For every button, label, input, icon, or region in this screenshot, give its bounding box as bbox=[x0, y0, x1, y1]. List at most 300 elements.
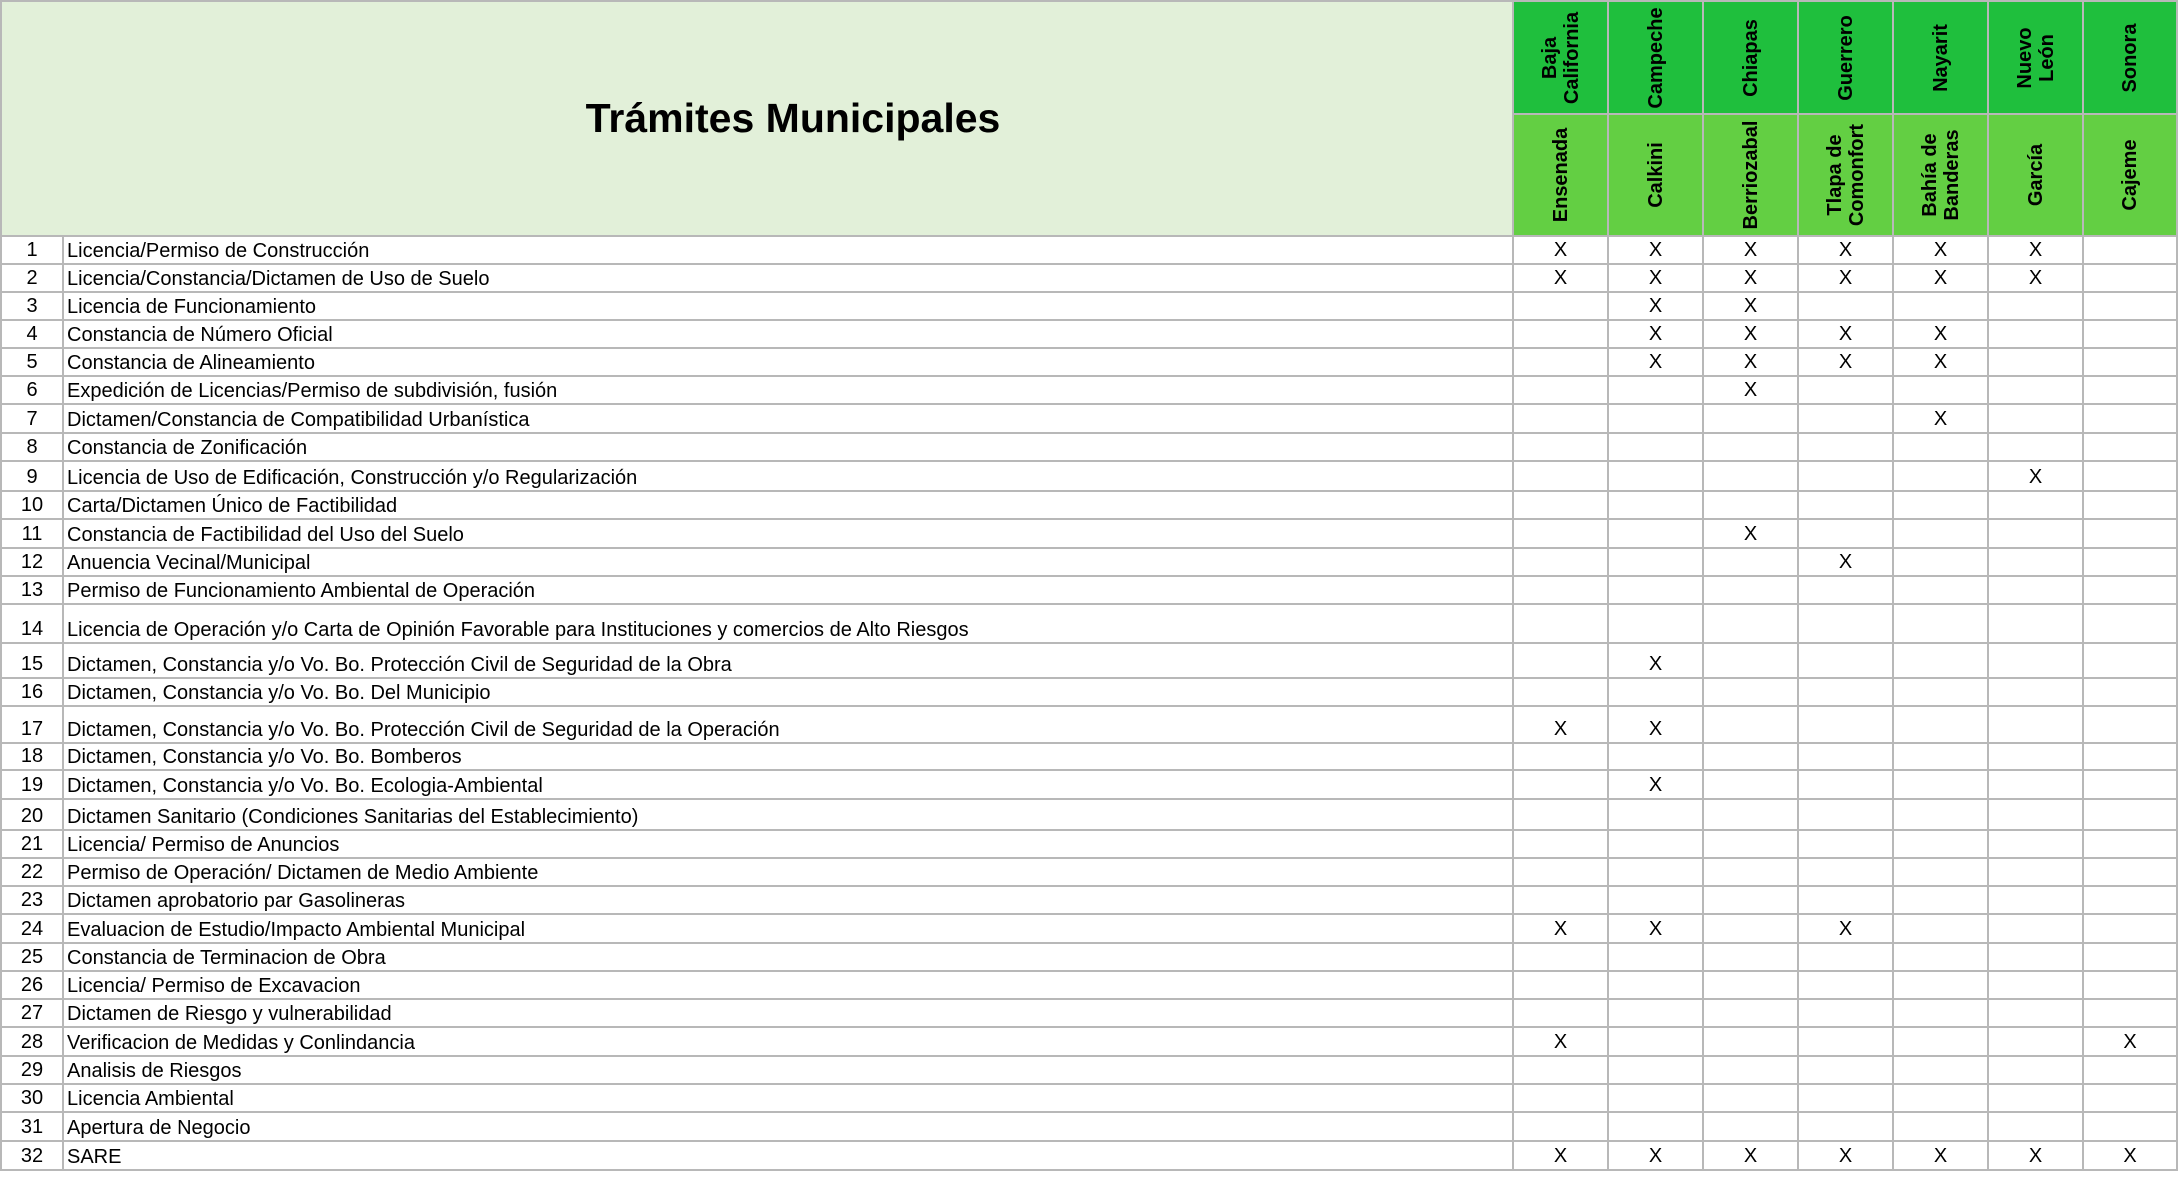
municipality-header-line: Ensenada bbox=[1549, 127, 1572, 223]
mark-cell bbox=[2084, 434, 2178, 462]
mark-cell bbox=[1704, 972, 1799, 1000]
mark-cell bbox=[1704, 771, 1799, 800]
row-number-cell: 17 bbox=[0, 707, 64, 744]
mark-cell bbox=[1799, 293, 1894, 321]
mark-cell bbox=[1514, 831, 1609, 859]
mark-cell bbox=[2084, 520, 2178, 549]
row-number-cell: 2 bbox=[0, 265, 64, 293]
mark-cell bbox=[1704, 405, 1799, 434]
mark-cell bbox=[1894, 859, 1989, 887]
procedure-name-cell: Dictamen Sanitario (Condiciones Sanitarias del Establecimiento) bbox=[64, 800, 1514, 831]
mark-cell bbox=[1989, 492, 2084, 520]
mark-cell bbox=[1514, 321, 1609, 349]
mark-cell: X bbox=[1799, 549, 1894, 577]
mark-cell bbox=[1799, 1085, 1894, 1113]
mark-cell bbox=[1894, 1113, 1989, 1142]
mark-cell bbox=[2084, 644, 2178, 679]
state-header-label bbox=[1740, 19, 1762, 97]
mark-cell bbox=[1609, 944, 1704, 972]
table-title: Trámites Municipales bbox=[585, 95, 1001, 141]
procedure-name-cell: Constancia de Terminacion de Obra bbox=[64, 944, 1514, 972]
mark-cell bbox=[1989, 1000, 2084, 1028]
mark-cell bbox=[1609, 377, 1704, 405]
mark-cell: X bbox=[1704, 349, 1799, 377]
mark-cell bbox=[2084, 1000, 2178, 1028]
municipality-header-label bbox=[2025, 144, 2047, 206]
mark-cell: X bbox=[1989, 462, 2084, 492]
mark-cell bbox=[2084, 771, 2178, 800]
mark-cell bbox=[1514, 605, 1609, 644]
row-number-cell: 6 bbox=[0, 377, 64, 405]
mark-cell bbox=[2084, 265, 2178, 293]
mark-cell bbox=[1609, 887, 1704, 915]
municipality-header-line: Banderas bbox=[1940, 129, 1963, 221]
mark-cell bbox=[1609, 859, 1704, 887]
mark-cell bbox=[1609, 1057, 1704, 1085]
state-header-line: Nuevo bbox=[2013, 26, 2036, 89]
state-header-label bbox=[1539, 11, 1583, 103]
mark-cell bbox=[1609, 679, 1704, 707]
row-number-cell: 28 bbox=[0, 1028, 64, 1057]
municipality-header-cell bbox=[1894, 115, 1989, 237]
procedure-name-cell: Dictamen de Riesgo y vulnerabilidad bbox=[64, 1000, 1514, 1028]
mark-cell bbox=[2084, 605, 2178, 644]
row-number-cell: 13 bbox=[0, 577, 64, 605]
mark-cell bbox=[2084, 1113, 2178, 1142]
mark-cell: X bbox=[1894, 237, 1989, 265]
mark-cell bbox=[1989, 972, 2084, 1000]
procedure-name-cell: Licencia de Funcionamiento bbox=[64, 293, 1514, 321]
mark-cell bbox=[1704, 492, 1799, 520]
mark-cell: X bbox=[1704, 293, 1799, 321]
mark-cell bbox=[1894, 549, 1989, 577]
mark-cell bbox=[1894, 972, 1989, 1000]
mark-cell bbox=[1799, 944, 1894, 972]
state-header-label bbox=[2014, 27, 2058, 88]
state-header-line: Nayarit bbox=[1929, 23, 1952, 92]
mark-cell bbox=[1704, 831, 1799, 859]
procedure-name-cell: Permiso de Funcionamiento Ambiental de Operación bbox=[64, 577, 1514, 605]
mark-cell bbox=[1894, 644, 1989, 679]
mark-cell: X bbox=[1704, 377, 1799, 405]
state-header-line: Campeche bbox=[1644, 6, 1667, 109]
mark-cell: X bbox=[1704, 265, 1799, 293]
municipality-header-cell bbox=[1704, 115, 1799, 237]
procedure-name-cell: Dictamen/Constancia de Compatibilidad Urbanística bbox=[64, 405, 1514, 434]
mark-cell: X bbox=[2084, 1028, 2178, 1057]
municipality-header-cell bbox=[2084, 115, 2178, 237]
mark-cell bbox=[1799, 520, 1894, 549]
procedure-name-cell: Dictamen aprobatorio par Gasolineras bbox=[64, 887, 1514, 915]
mark-cell bbox=[1989, 707, 2084, 744]
mark-cell bbox=[1989, 605, 2084, 644]
mark-cell bbox=[1799, 859, 1894, 887]
mark-cell bbox=[1514, 944, 1609, 972]
row-number-cell: 12 bbox=[0, 549, 64, 577]
mark-cell bbox=[1704, 644, 1799, 679]
municipality-header-label bbox=[1740, 121, 1762, 230]
mark-cell bbox=[1989, 644, 2084, 679]
mark-cell bbox=[1894, 1085, 1989, 1113]
mark-cell bbox=[1514, 887, 1609, 915]
state-header-cell bbox=[1894, 0, 1989, 115]
mark-cell bbox=[1609, 492, 1704, 520]
mark-cell: X bbox=[1609, 915, 1704, 944]
procedure-name-cell: Analisis de Riesgos bbox=[64, 1057, 1514, 1085]
mark-cell bbox=[1894, 800, 1989, 831]
mark-cell bbox=[1894, 434, 1989, 462]
mark-cell bbox=[1989, 1028, 2084, 1057]
mark-cell bbox=[1514, 520, 1609, 549]
mark-cell bbox=[1704, 605, 1799, 644]
mark-cell bbox=[1514, 1113, 1609, 1142]
mark-cell: X bbox=[2084, 1142, 2178, 1171]
mark-cell bbox=[1894, 887, 1989, 915]
procedure-name-cell: Licencia/ Permiso de Excavacion bbox=[64, 972, 1514, 1000]
mark-cell: X bbox=[1609, 349, 1704, 377]
mark-cell bbox=[1799, 405, 1894, 434]
row-number-cell: 16 bbox=[0, 679, 64, 707]
mark-cell bbox=[1799, 800, 1894, 831]
mark-cell: X bbox=[1609, 1142, 1704, 1171]
mark-cell bbox=[1989, 831, 2084, 859]
mark-cell bbox=[1704, 800, 1799, 831]
mark-cell bbox=[1799, 462, 1894, 492]
mark-cell bbox=[1989, 1057, 2084, 1085]
mark-cell bbox=[1799, 1028, 1894, 1057]
mark-cell bbox=[1704, 744, 1799, 771]
municipality-header-label bbox=[1824, 124, 1868, 226]
mark-cell bbox=[1514, 1057, 1609, 1085]
state-header-cell bbox=[1799, 0, 1894, 115]
state-header-cell bbox=[1989, 0, 2084, 115]
mark-cell: X bbox=[1609, 771, 1704, 800]
mark-cell bbox=[1704, 577, 1799, 605]
mark-cell bbox=[1514, 679, 1609, 707]
mark-cell: X bbox=[1799, 321, 1894, 349]
mark-cell bbox=[1704, 859, 1799, 887]
mark-cell bbox=[1894, 944, 1989, 972]
procedure-name-cell: Constancia de Alineamiento bbox=[64, 349, 1514, 377]
mark-cell bbox=[2084, 831, 2178, 859]
state-header-cell bbox=[1514, 0, 1609, 115]
mark-cell bbox=[1514, 434, 1609, 462]
mark-cell bbox=[1514, 293, 1609, 321]
mark-cell bbox=[1609, 520, 1704, 549]
mark-cell: X bbox=[1514, 915, 1609, 944]
mark-cell bbox=[1989, 859, 2084, 887]
municipality-header-line: Calkini bbox=[1644, 142, 1667, 208]
mark-cell bbox=[1989, 1113, 2084, 1142]
row-number-cell: 20 bbox=[0, 800, 64, 831]
mark-cell bbox=[1989, 577, 2084, 605]
mark-cell: X bbox=[1799, 915, 1894, 944]
mark-cell bbox=[1799, 1113, 1894, 1142]
mark-cell: X bbox=[1989, 237, 2084, 265]
state-header-label bbox=[1645, 7, 1667, 108]
mark-cell bbox=[1609, 800, 1704, 831]
row-number-cell: 10 bbox=[0, 492, 64, 520]
mark-cell: X bbox=[1704, 321, 1799, 349]
mark-cell bbox=[1894, 771, 1989, 800]
mark-cell: X bbox=[1894, 265, 1989, 293]
procedure-name-cell: Dictamen, Constancia y/o Vo. Bo. Ecologia-Ambiental bbox=[64, 771, 1514, 800]
mark-cell bbox=[1894, 462, 1989, 492]
mark-cell: X bbox=[1514, 265, 1609, 293]
procedure-name-cell: Constancia de Factibilidad del Uso del Suelo bbox=[64, 520, 1514, 549]
mark-cell bbox=[1894, 377, 1989, 405]
state-header-line: Chiapas bbox=[1739, 18, 1762, 97]
mark-cell bbox=[1989, 377, 2084, 405]
mark-cell bbox=[2084, 744, 2178, 771]
mark-cell bbox=[1609, 577, 1704, 605]
mark-cell bbox=[1704, 1113, 1799, 1142]
mark-cell bbox=[2084, 1057, 2178, 1085]
state-header-cell bbox=[2084, 0, 2178, 115]
mark-cell bbox=[2084, 887, 2178, 915]
mark-cell: X bbox=[1514, 1028, 1609, 1057]
mark-cell bbox=[2084, 1085, 2178, 1113]
mark-cell bbox=[1894, 707, 1989, 744]
mark-cell bbox=[1609, 549, 1704, 577]
mark-cell bbox=[1514, 405, 1609, 434]
state-header-label bbox=[1835, 15, 1857, 101]
mark-cell bbox=[1514, 549, 1609, 577]
municipality-header-label bbox=[1550, 128, 1572, 222]
mark-cell: X bbox=[1609, 321, 1704, 349]
row-number-cell: 3 bbox=[0, 293, 64, 321]
state-header-line: Guerrero bbox=[1834, 14, 1857, 101]
row-number-cell: 27 bbox=[0, 1000, 64, 1028]
procedure-name-cell: Constancia de Zonificación bbox=[64, 434, 1514, 462]
mark-cell: X bbox=[1704, 237, 1799, 265]
municipality-header-label bbox=[1645, 142, 1667, 208]
procedure-name-cell: Dictamen, Constancia y/o Vo. Bo. Protección Civil de Seguridad de la Obra bbox=[64, 644, 1514, 679]
municipality-header-line: Bahía de bbox=[1918, 133, 1941, 217]
state-header-line: León bbox=[2035, 33, 2058, 82]
mark-cell bbox=[1704, 887, 1799, 915]
mark-cell bbox=[2084, 237, 2178, 265]
mark-cell: X bbox=[1704, 520, 1799, 549]
mark-cell: X bbox=[1799, 349, 1894, 377]
mark-cell bbox=[1704, 434, 1799, 462]
row-number-cell: 1 bbox=[0, 237, 64, 265]
mark-cell bbox=[1704, 679, 1799, 707]
procedure-name-cell: Dictamen, Constancia y/o Vo. Bo. Del Municipio bbox=[64, 679, 1514, 707]
mark-cell bbox=[1704, 1057, 1799, 1085]
procedure-name-cell: Evaluacion de Estudio/Impacto Ambiental Municipal bbox=[64, 915, 1514, 944]
mark-cell: X bbox=[1609, 293, 1704, 321]
mark-cell bbox=[1799, 492, 1894, 520]
municipality-header-line: Comonfort bbox=[1845, 123, 1868, 227]
row-number-cell: 9 bbox=[0, 462, 64, 492]
mark-cell bbox=[1989, 321, 2084, 349]
row-number-cell: 7 bbox=[0, 405, 64, 434]
mark-cell: X bbox=[1609, 265, 1704, 293]
mark-cell: X bbox=[1704, 1142, 1799, 1171]
row-number-cell: 22 bbox=[0, 859, 64, 887]
mark-cell bbox=[1514, 462, 1609, 492]
mark-cell bbox=[1514, 377, 1609, 405]
municipality-header-cell bbox=[1514, 115, 1609, 237]
mark-cell bbox=[2084, 293, 2178, 321]
mark-cell: X bbox=[1609, 237, 1704, 265]
mark-cell bbox=[1514, 349, 1609, 377]
mark-cell: X bbox=[1894, 405, 1989, 434]
procedure-name-cell: SARE bbox=[64, 1142, 1514, 1171]
mark-cell bbox=[2084, 800, 2178, 831]
mark-cell bbox=[1989, 520, 2084, 549]
mark-cell bbox=[1894, 1000, 1989, 1028]
mark-cell: X bbox=[1894, 1142, 1989, 1171]
mark-cell: X bbox=[1799, 237, 1894, 265]
mark-cell bbox=[1609, 972, 1704, 1000]
mark-cell bbox=[1704, 707, 1799, 744]
mark-cell bbox=[1704, 915, 1799, 944]
municipality-header-line: Berriozabal bbox=[1739, 120, 1762, 230]
mark-cell bbox=[1989, 744, 2084, 771]
procedure-name-cell: Anuencia Vecinal/Municipal bbox=[64, 549, 1514, 577]
row-number-cell: 24 bbox=[0, 915, 64, 944]
mark-cell bbox=[1799, 1000, 1894, 1028]
mark-cell bbox=[1704, 1000, 1799, 1028]
mark-cell bbox=[1514, 1085, 1609, 1113]
row-number-cell: 14 bbox=[0, 605, 64, 644]
municipality-header-cell bbox=[1799, 115, 1894, 237]
table-title-cell bbox=[0, 0, 1514, 237]
procedure-name-cell: Licencia Ambiental bbox=[64, 1085, 1514, 1113]
procedure-name-cell: Licencia/Constancia/Dictamen de Uso de Suelo bbox=[64, 265, 1514, 293]
mark-cell bbox=[2084, 349, 2178, 377]
mark-cell bbox=[1894, 915, 1989, 944]
state-header-line: Sonora bbox=[2119, 23, 2141, 92]
mark-cell bbox=[1514, 492, 1609, 520]
mark-cell: X bbox=[1799, 265, 1894, 293]
mark-cell bbox=[2084, 577, 2178, 605]
mark-cell bbox=[2084, 859, 2178, 887]
mark-cell bbox=[1799, 644, 1894, 679]
mark-cell bbox=[1609, 744, 1704, 771]
mark-cell bbox=[1989, 349, 2084, 377]
procedure-name-cell: Constancia de Número Oficial bbox=[64, 321, 1514, 349]
mark-cell bbox=[1989, 887, 2084, 915]
mark-cell bbox=[1894, 577, 1989, 605]
mark-cell bbox=[1609, 434, 1704, 462]
row-number-cell: 8 bbox=[0, 434, 64, 462]
procedure-name-cell: Licencia de Operación y/o Carta de Opinión Favorable para Instituciones y comercios de Alto Riesgos bbox=[64, 605, 1514, 644]
mark-cell bbox=[1894, 520, 1989, 549]
mark-cell bbox=[1799, 577, 1894, 605]
state-header-line: California bbox=[1560, 11, 1583, 104]
row-number-cell: 15 bbox=[0, 644, 64, 679]
procedure-name-cell: Expedición de Licencias/Permiso de subdivisión, fusión bbox=[64, 377, 1514, 405]
mark-cell bbox=[1989, 1085, 2084, 1113]
municipality-header-label bbox=[1919, 129, 1963, 220]
municipality-header-label bbox=[2119, 139, 2141, 210]
row-number-cell: 31 bbox=[0, 1113, 64, 1142]
mark-cell bbox=[1514, 800, 1609, 831]
row-number-cell: 32 bbox=[0, 1142, 64, 1171]
row-number-cell: 30 bbox=[0, 1085, 64, 1113]
mark-cell: X bbox=[1609, 707, 1704, 744]
state-header-line: Baja bbox=[1538, 36, 1561, 79]
mark-cell bbox=[1799, 679, 1894, 707]
mark-cell bbox=[1989, 800, 2084, 831]
mark-cell: X bbox=[1514, 707, 1609, 744]
procedure-name-cell: Dictamen, Constancia y/o Vo. Bo. Protección Civil de Seguridad de la Operación bbox=[64, 707, 1514, 744]
mark-cell bbox=[1609, 605, 1704, 644]
mark-cell bbox=[1894, 1028, 1989, 1057]
row-number-cell: 4 bbox=[0, 321, 64, 349]
mark-cell bbox=[1704, 1085, 1799, 1113]
mark-cell bbox=[2084, 321, 2178, 349]
mark-cell bbox=[1894, 293, 1989, 321]
municipality-header-cell bbox=[1989, 115, 2084, 237]
procedure-name-cell: Apertura de Negocio bbox=[64, 1113, 1514, 1142]
mark-cell bbox=[2084, 944, 2178, 972]
mark-cell: X bbox=[1894, 321, 1989, 349]
municipality-header-line: Cajeme bbox=[2119, 139, 2141, 211]
mark-cell bbox=[1799, 1057, 1894, 1085]
mark-cell bbox=[2084, 405, 2178, 434]
mark-cell bbox=[2084, 377, 2178, 405]
mark-cell bbox=[2084, 915, 2178, 944]
mark-cell: X bbox=[1799, 1142, 1894, 1171]
mark-cell bbox=[1989, 405, 2084, 434]
state-header-label bbox=[1930, 24, 1952, 92]
mark-cell bbox=[1894, 744, 1989, 771]
mark-cell bbox=[1799, 744, 1894, 771]
procedure-name-cell: Carta/Dictamen Único de Factibilidad bbox=[64, 492, 1514, 520]
mark-cell: X bbox=[1514, 1142, 1609, 1171]
mark-cell bbox=[2084, 549, 2178, 577]
mark-cell bbox=[1609, 1113, 1704, 1142]
mark-cell bbox=[1609, 1000, 1704, 1028]
mark-cell bbox=[1609, 831, 1704, 859]
procedure-name-cell: Licencia/Permiso de Construcción bbox=[64, 237, 1514, 265]
state-header-cell bbox=[1704, 0, 1799, 115]
mark-cell bbox=[1989, 944, 2084, 972]
mark-cell bbox=[1894, 1057, 1989, 1085]
mark-cell: X bbox=[1989, 1142, 2084, 1171]
mark-cell bbox=[1799, 434, 1894, 462]
municipality-header-cell bbox=[1609, 115, 1704, 237]
mark-cell: X bbox=[1894, 349, 1989, 377]
mark-cell: X bbox=[1609, 644, 1704, 679]
mark-cell bbox=[1894, 679, 1989, 707]
mark-cell bbox=[1894, 605, 1989, 644]
row-number-cell: 19 bbox=[0, 771, 64, 800]
mark-cell bbox=[1894, 831, 1989, 859]
procedure-name-cell: Licencia de Uso de Edificación, Construcción y/o Regularización bbox=[64, 462, 1514, 492]
row-number-cell: 18 bbox=[0, 744, 64, 771]
procedure-name-cell: Verificacion de Medidas y Conlindancia bbox=[64, 1028, 1514, 1057]
mark-cell bbox=[1514, 859, 1609, 887]
mark-cell bbox=[1799, 771, 1894, 800]
mark-cell bbox=[1609, 405, 1704, 434]
mark-cell bbox=[1799, 605, 1894, 644]
row-number-cell: 21 bbox=[0, 831, 64, 859]
procedure-name-cell: Dictamen, Constancia y/o Vo. Bo. Bomberos bbox=[64, 744, 1514, 771]
mark-cell: X bbox=[1989, 265, 2084, 293]
mark-cell bbox=[1799, 887, 1894, 915]
mark-cell bbox=[1704, 462, 1799, 492]
mark-cell: X bbox=[1514, 237, 1609, 265]
mark-cell bbox=[1799, 831, 1894, 859]
mark-cell bbox=[2084, 492, 2178, 520]
mark-cell bbox=[1514, 1000, 1609, 1028]
row-number-cell: 11 bbox=[0, 520, 64, 549]
